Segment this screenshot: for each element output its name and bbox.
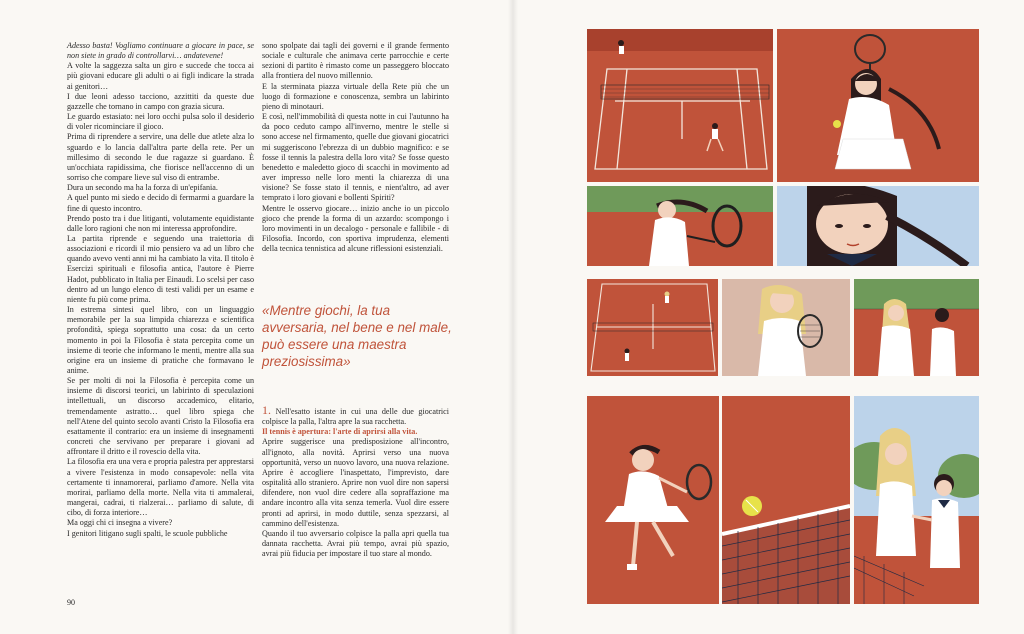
comic-panel-face [777,186,979,266]
text-column-3 [262,405,449,559]
comic-panel-jump [587,396,719,604]
book-gutter [508,0,518,634]
paragraph: Prendo posto tra i due litiganti, volutamente equidistante dalle loro ragioni che non mi interessa approfondire. [67,213,254,233]
swing-illustration [587,186,773,266]
paragraph: Aprire suggerisce una predisposizione all'incontro, all'ignoto, alla novità. Aprirsi verso una nuova opportunità, verso un nuovo lavoro, una nuova relazione. Aprire è accogliere l'inaspettato, l'imprevisto, dare ospitalità allo straniero. Aprire non vuol dire non sapersi difendere, non vuol dire cedere alla sopraffazione ma andare incontro alla vita senza temerla. Vuol dire essere pronti ad aprirsi, in modo duttile, senza spezzarsi, al cammino dell'esistenza. [262,437,449,528]
paragraph: Prima di riprendere a servire, una delle due atlete alza lo sguardo e lo lancia dall'altra parte della rete. Per un millesimo di secondo le due ragazze si guardano. È un'occhiata rapidissima, che fiorisce nell'accenno di un sorriso che compare lieve sul viso di entrambe. [67,132,254,183]
comic-panel-handshake [854,396,979,604]
paragraph: I due leoni adesso tacciono, azzittiti da queste due gazzelle che tornano in campo con grazia sicura. [67,91,254,111]
paragraph: In estrema sintesi quel libro, con un linguaggio memorabile per la sua limpida chiarezza e scientifica profondità, spiega soprattutto una cosa: da un certo momento in poi la Filosofia è stata percepita come un insieme di teorie che informano le menti, mentre alla sua origine era un insieme di pratiche che formavano le anime. [67,305,254,375]
right-page [512,0,1024,634]
face-illustration [777,186,979,266]
intro-text: Nell'esatto istante in cui una delle due giocatrici colpisce la palla, l'altra apre la sua racchetta. [262,407,449,427]
court-illustration [587,29,773,182]
paragraph: La partita riprende e seguendo una traiettoria di associazioni e ricordi il mio pensiero va ad un libro che quando avevo venti anni mi ha cambiato la vita. Il titolo è Esercizi spirituali e filosofia antica, l'autore è Pierre Hadot, pubblicato in Italia per Einaudi. Lo scelsi per caso dentro ad un lungo elenco di testi validi per un esame e niente fu più come prima. [67,233,255,304]
paragraph: Le guardo estasiato: nei loro occhi pulsa solo il desiderio di voler ricominciare il gioco. [67,112,254,132]
text-column-1 [67,41,254,539]
pull-quote: «Mentre giochi, la tua avversaria, nel bene e nel male, può essere una maestra preziosissima» [262,303,452,369]
comic-panel-swing [587,186,773,266]
paragraph: Mentre le osservo giocare… inizio anche io un piccolo gioco che prende la forma di un azzardo: scompongo i loro movimenti in un decalogo - personale e fallibile - di Filosofia. Incordo, con sportiva imprudenza, elementi della tecnica tennistica ad alcune riflessioni esistenziali. [262,203,449,254]
paragraph: E così, nell'immobilità di questa notte in cui l'autunno ha da poco ceduto campo all'inverno, mentre le stelle si sono accese nel firmamento, quelle due giovani giocatrici mi suggeriscono l'ebrezza di un dubbio magnifico: e se fosse il tennis la palestra della loro vita? Se fosse questo benedetto e maledetto gioco di scacchi in movimento ad aver impresso nelle loro menti la chiarezza di una visione? Se fosse stato il tennis, e nient'altro, ad aver temprato i loro giovani e bollenti Spiriti? [262,112,449,203]
paragraph: Quando il tuo avversario colpisce la palla apri quella tua dannata racchetta. Avrai più tempo, avrai più spazio, avrai più fiducia per impostare il tuo stare al mondo. [262,528,449,559]
comic-panel-net [722,396,850,604]
comic-panel-court-players [587,279,718,376]
net-illustration [722,396,850,604]
jump-illustration [587,396,719,604]
section-number: 1. [262,403,271,417]
blonde-player-illustration [722,279,850,376]
paragraph: La filosofia era una vera e propria palestra per apprestarsi a vivere l'esistenza in modo consapevole: nella vita certamente ti innamorerai, parliamo d'amore. Nella vita morirai, parliamo della morte. Nella vita ti ammalerai, mangerai, cadrai, ti rialzerai… parliamo di salute, di cibo, di forza interiore… [67,457,254,518]
paragraph: A volte la saggezza salta un giro e succede che tocca ai più giovani educare gli adulti o ai figli indicare la strada ai genitori… [67,61,254,91]
paragraph: Adesso basta! Vogliamo continuare a giocare in pace, se non siete in grado di controllarvi… andatevene! [67,41,254,61]
court-players-illustration [587,279,718,376]
comic-panel-player-ready [777,29,979,182]
comic-panel-court-top [587,29,773,182]
handshake-illustration [854,396,979,604]
paragraph: sono spolpate dai tagli dei governi e il grande fermento sociale e culturale che animava certe parrocchie e certe sezioni di partito è rimasto come un passeggero bloccato alla frontiera del nuovo millennio. [262,41,449,81]
comic-panel-blonde-player [722,279,850,376]
paragraph: E la sterminata piazza virtuale della Rete più che un luogo di formazione e conoscenza, sembra un labirinto pieno di minotauri. [262,81,449,111]
text-column-2 [262,41,449,254]
comic-panel-two-players [854,279,979,376]
section-heading: Il tennis è apertura: l'arte di aprirsi alla vita. [262,427,418,437]
section-intro [262,405,449,427]
player-illustration [777,29,979,182]
two-players-illustration [854,279,979,376]
page-number: 90 [67,598,75,607]
paragraph: Dura un secondo ma ha la forza di un'epifania. [67,183,218,193]
paragraph: A quel punto mi siedo e decido di fermarmi a guardare la fine di questo incontro. [67,193,254,213]
paragraph: Ma oggi chi ci insegna a vivere? [67,518,173,528]
paragraph: I genitori litigano sugli spalti, le scuole pubbliche [67,528,228,538]
paragraph: Se per molti di noi la Filosofia è percepita come un insieme di discorsi teorici, un labirinto di speculazioni intellettuali, un discorso accademico, elitario, tremendamente astratto… quel libro spiega che nell'Atene del quinto secolo avanti Cristo la Filosofia era esattamente il contrario: era un insieme di insegnamenti concreti che servivano per preparare i giovani ad affrontare il dritto e il rovescio della vita. [67,376,254,457]
